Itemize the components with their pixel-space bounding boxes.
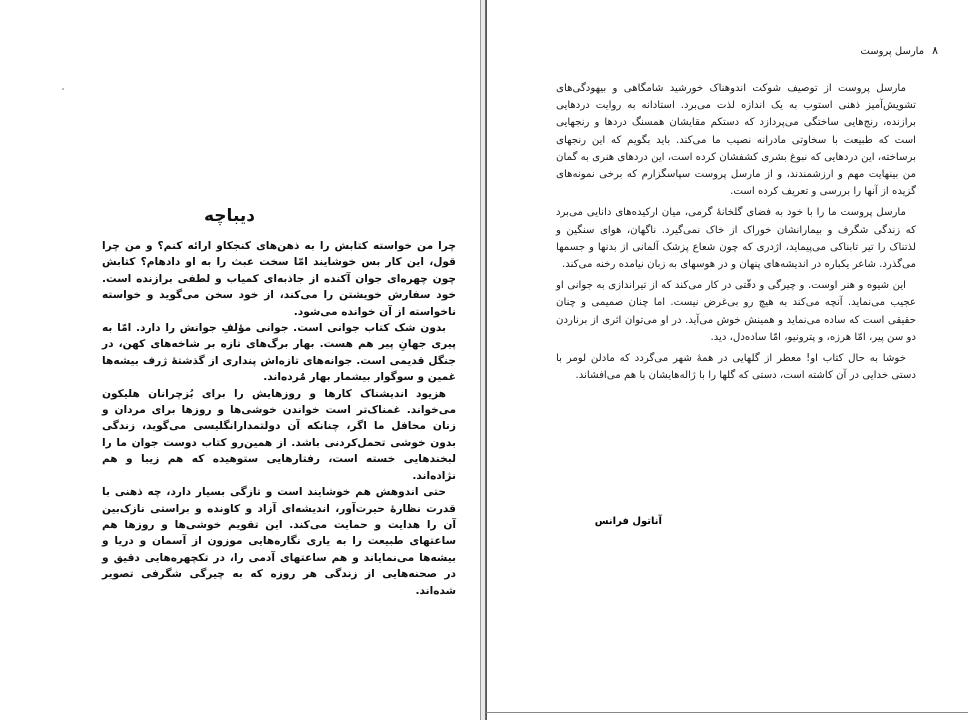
running-head-title: مارسل پروست — [860, 46, 925, 57]
page-bottom-edge — [486, 712, 968, 713]
right-paragraph-2: مارسل پروست ما را با خود به فضای گلخانهٔ گرمی، میان ارکیده‌های دانایی می‌برد که زندگی شگرف و بیمارانشان خوراک از خاک نمی‌گیرد. ناگهان، هوای سنگین و لذتناک را تیر تابناکی می‌پیماید، اژدری که چون شعاع پزشک آلمانی از بدنها و جسمها می‌گذرد. شاعر یکباره در اندیشه‌های پنهان و در هوسهای به زبان نیامده رخنه می‌کند. — [556, 207, 916, 271]
left-paragraph-4: حتی اندوهش هم خوشایند است و تازگی بسیار دارد، چه ذهنی با قدرت نظارهٔ حیرت‌آور، اندیشه‌ای آزاد و کاونده و براستی نازک‌بین آن را هدایت و حمایت می‌کند. این تقویم خوشی‌ها و روزها هم ساعتهای طبیعت را به یاری نگاره‌هایی موزون از آسمان و دریا و بیشه‌ها می‌نمایاند و هم ساعتهای آدمی را، در تکچهره‌هایی دقیق و در صحنه‌هایی از زندگی هر روزه که به چیرگی شگرفی تصویر شده‌اند. — [102, 486, 456, 597]
page-title: دیباچه — [204, 206, 255, 226]
left-paragraph-1: چرا من خواسته کتابش را به ذهن‌های کنجکاو ارائه کنم؟ و من چرا قول، این کار بس خوشایند امّا سخت عبث را به او دادهام؟ کتابش چون چهره‌ای جوان آکنده از جاذبه‌ای کمیاب و لطفی برازنده است. خود سفارش خویشتن را می‌کند، از خود سخن می‌گوید و خواسته ناخواسته از آن خوانده می‌شود. — [102, 240, 456, 318]
left-page-body — [102, 238, 456, 599]
running-head — [860, 44, 938, 57]
left-paragraph-3: هزیود اندیشناک کارها و روزهایش را برای بُزچرانان هلیکون می‌خواند. غمناک‌تر است خواندن خوشی‌ها و روزها برای مردان و زنان محافل ما اگر، چنانکه آن دولتمدارانگلیسی می‌گوید، زندگی بدون خوشی تحمل‌کردنی باشد. از همین‌رو کتاب دوست جوان ما را لبخندهایی خسته است، رفتارهایی ستوهیده که هم زیبا و هم نژاده‌اند. — [102, 387, 456, 482]
right-paragraph-3: این شیوه و هنر اوست. و چیرگی و دقّتی در کار می‌کند که از تیراندازی به جوانی او عجیب می‌نماید. آنچه می‌کند به هیچ رو بی‌غرض نیست. اما چنان صمیمی و چنان حقیقی است که ساده می‌نماید و همینش خوش می‌آید. در او می‌توان اثری از برناردن دو سن پیر، امّا هرزه، و پترونیو، امّا ساده‌دل، دید. — [556, 280, 916, 343]
left-page — [0, 0, 480, 720]
right-paragraph-1: مارسل پروست از توصیف شوکت اندوهناک خورشید شامگاهی و بیهودگی‌های تشویش‌آمیز ذهنی استوب به یک اندازه لذت می‌برد. استادانه به روایت دردهایی برازنده، رنج‌هایی ساختگی می‌پردازد که دستکم مقایشان همسنگ دردها و رنجهایی است که طبیعت با سخاوتی مادرانه نصیب ما می‌کند. باید بگویم که این رنجهای برساخته، این دردهایی که نبوغ بشری کشفشان کرده است، این دردهای هنری به گمان من بینهایت مهم و ارزشمندند، و از مارسل پروست سپاسگزارم که برخی نمونه‌های گزیده از آنها را بررسی و تعریف کرده است. — [556, 83, 916, 198]
right-page-body — [556, 80, 916, 388]
signature: آناتول فرانس — [594, 516, 662, 527]
right-paragraph-4: خوشا به حال کتاب او! معطر از گلهایی در همهٔ شهر می‌گردد که مادلن لومر با دستی خدایی در آن کاشته است، دستی که گلها را با ژاله‌هایشان با هم می‌افشاند. — [556, 353, 916, 382]
left-paragraph-2: بدون شک کتاب جوانی است. جوانی مؤلفِ جوانش را دارد. امّا به پیری جهانِ پیر هم هست. بهار برگ‌های تازه بر شاخه‌های کهن، در جنگل قدیمی است. جوانه‌های تازه‌اش پنداری از گذشتۀ ژرف بیشه‌ها غمین و سوگوار بیشمار بهار مُرده‌اند. — [102, 322, 456, 384]
scan-speck — [62, 88, 64, 90]
page-number: ۸ — [932, 44, 938, 57]
